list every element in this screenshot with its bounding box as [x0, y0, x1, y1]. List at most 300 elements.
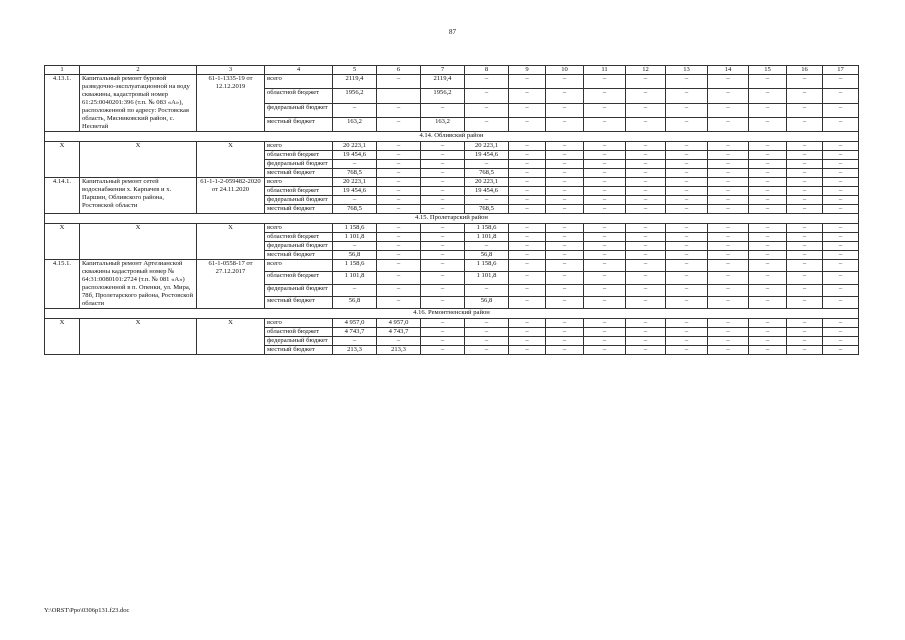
- value-cell: –: [823, 160, 859, 169]
- value-cell: –: [377, 272, 421, 284]
- table-row: [45, 319, 859, 328]
- value-cell: –: [546, 160, 584, 169]
- value-cell: –: [787, 151, 823, 160]
- value-cell: –: [708, 196, 749, 205]
- value-cell: –: [823, 260, 859, 272]
- value-cell: –: [708, 328, 749, 337]
- value-cell: –: [377, 142, 421, 151]
- value-cell: –: [787, 242, 823, 251]
- value-cell: –: [546, 178, 584, 187]
- column-header: 11: [584, 66, 626, 75]
- value-cell: –: [421, 319, 465, 328]
- value-cell: –: [666, 346, 708, 355]
- value-cell: 4 743,7: [333, 328, 377, 337]
- value-cell: –: [708, 178, 749, 187]
- value-cell: –: [421, 160, 465, 169]
- column-header: 4: [265, 66, 333, 75]
- value-cell: –: [823, 151, 859, 160]
- value-cell: –: [509, 187, 546, 196]
- value-cell: 4 957,0: [333, 319, 377, 328]
- section-title: 4.15. Пролетарский район: [45, 214, 859, 224]
- value-cell: –: [666, 89, 708, 103]
- value-cell: –: [749, 103, 787, 117]
- value-cell: –: [421, 284, 465, 296]
- value-cell: –: [509, 284, 546, 296]
- value-cell: –: [509, 233, 546, 242]
- value-cell: –: [666, 75, 708, 89]
- column-header: 2: [80, 66, 197, 75]
- value-cell: –: [421, 178, 465, 187]
- table-body: [45, 66, 859, 355]
- value-cell: –: [823, 272, 859, 284]
- value-cell: –: [465, 103, 509, 117]
- value-cell: –: [421, 260, 465, 272]
- value-cell: –: [749, 224, 787, 233]
- value-cell: –: [666, 196, 708, 205]
- value-cell: –: [708, 160, 749, 169]
- value-cell: –: [749, 89, 787, 103]
- value-cell: –: [626, 233, 666, 242]
- value-cell: –: [787, 103, 823, 117]
- value-cell: –: [333, 242, 377, 251]
- value-cell: –: [787, 205, 823, 214]
- funding-source: всего: [265, 260, 333, 272]
- value-cell: –: [584, 224, 626, 233]
- value-cell: 56,8: [333, 296, 377, 308]
- value-cell: –: [708, 89, 749, 103]
- value-cell: –: [546, 346, 584, 355]
- value-cell: –: [666, 160, 708, 169]
- column-header: 16: [787, 66, 823, 75]
- value-cell: –: [749, 233, 787, 242]
- value-cell: –: [377, 224, 421, 233]
- value-cell: –: [823, 319, 859, 328]
- column-header: 10: [546, 66, 584, 75]
- value-cell: –: [546, 117, 584, 131]
- funding-source: местный бюджет: [265, 251, 333, 260]
- value-cell: –: [787, 142, 823, 151]
- value-cell: –: [708, 242, 749, 251]
- page-number: 87: [449, 28, 456, 36]
- value-cell: –: [708, 205, 749, 214]
- value-cell: –: [787, 178, 823, 187]
- value-cell: –: [787, 260, 823, 272]
- value-cell: –: [377, 337, 421, 346]
- value-cell: –: [377, 160, 421, 169]
- value-cell: –: [584, 89, 626, 103]
- value-cell: –: [584, 328, 626, 337]
- value-cell: –: [626, 346, 666, 355]
- value-cell: –: [509, 337, 546, 346]
- value-cell: –: [377, 260, 421, 272]
- item-name: Капитальный ремонт сетей водоснабжения х. Карпачев и х. Паршин, Обливского района, Ростовской области: [80, 178, 197, 214]
- value-cell: –: [546, 75, 584, 89]
- value-cell: –: [584, 160, 626, 169]
- column-header-row: [45, 66, 859, 75]
- value-cell: 768,5: [465, 205, 509, 214]
- value-cell: –: [787, 196, 823, 205]
- value-cell: –: [626, 296, 666, 308]
- value-cell: 2119,4: [421, 75, 465, 89]
- value-cell: –: [584, 233, 626, 242]
- value-cell: –: [546, 89, 584, 103]
- value-cell: –: [787, 187, 823, 196]
- value-cell: –: [708, 251, 749, 260]
- item-number: 4.15.1.: [45, 260, 80, 309]
- value-cell: –: [421, 337, 465, 346]
- section-row: [45, 132, 859, 142]
- value-cell: –: [749, 205, 787, 214]
- value-cell: [377, 89, 421, 103]
- funding-source: федеральный бюджет: [265, 337, 333, 346]
- column-header: 8: [465, 66, 509, 75]
- value-cell: –: [626, 260, 666, 272]
- value-cell: –: [546, 284, 584, 296]
- value-cell: –: [749, 346, 787, 355]
- value-cell: 1 158,6: [333, 260, 377, 272]
- table-row: [45, 178, 859, 187]
- value-cell: 1956,2: [421, 89, 465, 103]
- column-header: 6: [377, 66, 421, 75]
- value-cell: –: [421, 346, 465, 355]
- column-header: 3: [197, 66, 265, 75]
- value-cell: –: [708, 75, 749, 89]
- value-cell: –: [749, 187, 787, 196]
- value-cell: –: [546, 205, 584, 214]
- funding-source: местный бюджет: [265, 205, 333, 214]
- value-cell: –: [708, 187, 749, 196]
- value-cell: –: [546, 328, 584, 337]
- value-cell: –: [787, 328, 823, 337]
- value-cell: –: [823, 187, 859, 196]
- column-header: 7: [421, 66, 465, 75]
- value-cell: –: [823, 178, 859, 187]
- value-cell: –: [584, 169, 626, 178]
- value-cell: –: [333, 284, 377, 296]
- value-cell: –: [666, 103, 708, 117]
- value-cell: –: [626, 89, 666, 103]
- value-cell: –: [546, 103, 584, 117]
- value-cell: –: [509, 319, 546, 328]
- value-cell: –: [546, 151, 584, 160]
- value-cell: –: [377, 196, 421, 205]
- value-cell: –: [787, 224, 823, 233]
- value-cell: –: [708, 151, 749, 160]
- value-cell: –: [749, 284, 787, 296]
- value-cell: –: [749, 160, 787, 169]
- funding-source: федеральный бюджет: [265, 196, 333, 205]
- value-cell: –: [666, 169, 708, 178]
- value-cell: –: [823, 224, 859, 233]
- value-cell: 213,3: [333, 346, 377, 355]
- funding-source: областной бюджет: [265, 151, 333, 160]
- value-cell: –: [749, 169, 787, 178]
- value-cell: –: [787, 319, 823, 328]
- value-cell: –: [787, 251, 823, 260]
- value-cell: –: [377, 233, 421, 242]
- value-cell: –: [749, 251, 787, 260]
- funding-source: областной бюджет: [265, 328, 333, 337]
- value-cell: –: [626, 319, 666, 328]
- item-name: Капитальный ремонт Артезианской скважины кадастровый номер № 64:31:0080101:2724 (т.п. № 081 «А») расположенной в п. Опенки, ул. Мира, 78б, Пролетарского района, Ростовской области: [80, 260, 197, 309]
- value-cell: 20 223,1: [465, 178, 509, 187]
- value-cell: 2119,4: [333, 75, 377, 89]
- value-cell: –: [749, 151, 787, 160]
- value-cell: –: [421, 196, 465, 205]
- item-name: Капитальный ремонт буровой разведочно-эксплуатационной на воду скважины, кадастровый номер 61:25:0040201:396 (т.п. № 083 «А»), расположенной по адресу: Ростовская область, Мясниковский район, с. Несветай: [80, 75, 197, 132]
- section-title: 4.14. Обливский район: [45, 132, 859, 142]
- value-cell: –: [749, 117, 787, 131]
- value-cell: –: [708, 284, 749, 296]
- value-cell: –: [377, 75, 421, 89]
- column-header: 13: [666, 66, 708, 75]
- value-cell: –: [584, 117, 626, 131]
- value-cell: –: [377, 251, 421, 260]
- value-cell: –: [546, 187, 584, 196]
- value-cell: –: [509, 251, 546, 260]
- value-cell: –: [823, 284, 859, 296]
- value-cell: –: [584, 319, 626, 328]
- item-name: Х: [80, 319, 197, 355]
- value-cell: –: [666, 284, 708, 296]
- funding-source: местный бюджет: [265, 117, 333, 131]
- section-row: [45, 214, 859, 224]
- value-cell: –: [626, 328, 666, 337]
- funding-source: областной бюджет: [265, 89, 333, 103]
- value-cell: 1 101,8: [465, 233, 509, 242]
- value-cell: –: [708, 272, 749, 284]
- value-cell: –: [333, 337, 377, 346]
- value-cell: –: [421, 251, 465, 260]
- funding-source: всего: [265, 75, 333, 89]
- value-cell: –: [509, 205, 546, 214]
- value-cell: –: [584, 151, 626, 160]
- value-cell: –: [626, 251, 666, 260]
- funding-source: всего: [265, 319, 333, 328]
- value-cell: 20 223,1: [333, 178, 377, 187]
- value-cell: –: [509, 160, 546, 169]
- value-cell: –: [823, 337, 859, 346]
- value-cell: 163,2: [333, 117, 377, 131]
- value-cell: –: [823, 75, 859, 89]
- value-cell: –: [749, 75, 787, 89]
- value-cell: –: [708, 103, 749, 117]
- value-cell: –: [421, 151, 465, 160]
- value-cell: –: [787, 75, 823, 89]
- value-cell: –: [377, 103, 421, 117]
- value-cell: –: [666, 337, 708, 346]
- value-cell: –: [787, 169, 823, 178]
- value-cell: 163,2: [421, 117, 465, 131]
- value-cell: 19 454,6: [465, 187, 509, 196]
- value-cell: –: [377, 151, 421, 160]
- value-cell: –: [421, 169, 465, 178]
- funding-source: областной бюджет: [265, 272, 333, 284]
- item-document: 61-1-1-2-059482-2020 от 24.11.2020: [197, 178, 265, 214]
- value-cell: –: [584, 103, 626, 117]
- value-cell: –: [626, 151, 666, 160]
- value-cell: –: [787, 89, 823, 103]
- value-cell: –: [749, 242, 787, 251]
- value-cell: –: [546, 272, 584, 284]
- value-cell: 1 101,8: [465, 272, 509, 284]
- value-cell: –: [708, 142, 749, 151]
- value-cell: –: [509, 169, 546, 178]
- value-cell: 1 158,6: [465, 224, 509, 233]
- value-cell: –: [749, 296, 787, 308]
- value-cell: 56,8: [465, 251, 509, 260]
- value-cell: 19 454,6: [333, 151, 377, 160]
- value-cell: –: [509, 346, 546, 355]
- funding-source: федеральный бюджет: [265, 242, 333, 251]
- funding-source: местный бюджет: [265, 346, 333, 355]
- value-cell: –: [626, 103, 666, 117]
- funding-source: областной бюджет: [265, 233, 333, 242]
- value-cell: –: [626, 337, 666, 346]
- value-cell: –: [509, 75, 546, 89]
- value-cell: –: [708, 346, 749, 355]
- budget-table: [44, 65, 859, 355]
- value-cell: 1 158,6: [333, 224, 377, 233]
- value-cell: 20 223,1: [465, 142, 509, 151]
- value-cell: –: [465, 319, 509, 328]
- value-cell: –: [546, 242, 584, 251]
- value-cell: –: [465, 160, 509, 169]
- value-cell: –: [749, 178, 787, 187]
- value-cell: –: [509, 242, 546, 251]
- funding-source: областной бюджет: [265, 187, 333, 196]
- item-name: Х: [80, 142, 197, 178]
- value-cell: –: [823, 251, 859, 260]
- value-cell: 1 101,8: [333, 233, 377, 242]
- value-cell: –: [708, 260, 749, 272]
- value-cell: –: [509, 272, 546, 284]
- value-cell: –: [666, 260, 708, 272]
- value-cell: –: [626, 75, 666, 89]
- value-cell: –: [666, 242, 708, 251]
- value-cell: –: [823, 346, 859, 355]
- value-cell: –: [465, 196, 509, 205]
- value-cell: –: [584, 260, 626, 272]
- value-cell: –: [509, 224, 546, 233]
- value-cell: –: [708, 224, 749, 233]
- value-cell: 20 223,1: [333, 142, 377, 151]
- column-header: 1: [45, 66, 80, 75]
- item-number: Х: [45, 142, 80, 178]
- value-cell: –: [626, 242, 666, 251]
- value-cell: –: [787, 296, 823, 308]
- value-cell: –: [823, 142, 859, 151]
- value-cell: –: [626, 284, 666, 296]
- value-cell: 19 454,6: [333, 187, 377, 196]
- value-cell: –: [666, 205, 708, 214]
- value-cell: 768,5: [333, 169, 377, 178]
- value-cell: –: [546, 260, 584, 272]
- value-cell: –: [749, 319, 787, 328]
- value-cell: –: [626, 117, 666, 131]
- value-cell: –: [421, 187, 465, 196]
- value-cell: –: [626, 142, 666, 151]
- value-cell: –: [584, 205, 626, 214]
- section-title: 4.16. Ремонтненский район: [45, 309, 859, 319]
- value-cell: –: [666, 251, 708, 260]
- value-cell: 19 454,6: [465, 151, 509, 160]
- value-cell: –: [823, 117, 859, 131]
- value-cell: –: [546, 224, 584, 233]
- value-cell: –: [509, 117, 546, 131]
- value-cell: –: [465, 89, 509, 103]
- value-cell: –: [584, 296, 626, 308]
- value-cell: 768,5: [465, 169, 509, 178]
- value-cell: –: [509, 196, 546, 205]
- value-cell: –: [377, 169, 421, 178]
- value-cell: –: [421, 224, 465, 233]
- value-cell: –: [626, 196, 666, 205]
- value-cell: –: [666, 272, 708, 284]
- funding-source: федеральный бюджет: [265, 103, 333, 117]
- table-row: [45, 260, 859, 272]
- value-cell: –: [823, 233, 859, 242]
- value-cell: –: [546, 319, 584, 328]
- value-cell: –: [708, 233, 749, 242]
- funding-source: местный бюджет: [265, 296, 333, 308]
- value-cell: 213,3: [377, 346, 421, 355]
- value-cell: –: [666, 178, 708, 187]
- value-cell: –: [465, 117, 509, 131]
- value-cell: –: [377, 187, 421, 196]
- value-cell: –: [666, 151, 708, 160]
- value-cell: –: [749, 260, 787, 272]
- value-cell: –: [333, 160, 377, 169]
- value-cell: –: [666, 224, 708, 233]
- value-cell: –: [377, 178, 421, 187]
- item-number: 4.14.1.: [45, 178, 80, 214]
- column-header: 14: [708, 66, 749, 75]
- value-cell: –: [509, 178, 546, 187]
- value-cell: –: [546, 233, 584, 242]
- value-cell: –: [546, 296, 584, 308]
- section-row: [45, 309, 859, 319]
- value-cell: –: [465, 242, 509, 251]
- value-cell: –: [787, 284, 823, 296]
- value-cell: –: [666, 328, 708, 337]
- value-cell: –: [666, 142, 708, 151]
- value-cell: –: [708, 117, 749, 131]
- funding-source: всего: [265, 142, 333, 151]
- value-cell: –: [823, 196, 859, 205]
- value-cell: –: [823, 205, 859, 214]
- value-cell: –: [421, 328, 465, 337]
- value-cell: –: [666, 233, 708, 242]
- value-cell: –: [465, 284, 509, 296]
- value-cell: 1956,2: [333, 89, 377, 103]
- file-path-footer: Y:\ORST\Ppo\0306p131.f23.doc: [44, 607, 130, 614]
- value-cell: –: [787, 160, 823, 169]
- value-cell: 1 101,8: [333, 272, 377, 284]
- value-cell: –: [584, 251, 626, 260]
- table-row: [45, 142, 859, 151]
- value-cell: –: [377, 117, 421, 131]
- value-cell: –: [823, 242, 859, 251]
- column-header: 9: [509, 66, 546, 75]
- funding-source: федеральный бюджет: [265, 160, 333, 169]
- value-cell: –: [509, 89, 546, 103]
- value-cell: –: [377, 205, 421, 214]
- value-cell: –: [787, 272, 823, 284]
- value-cell: 1 158,6: [465, 260, 509, 272]
- funding-source: всего: [265, 178, 333, 187]
- funding-source: всего: [265, 224, 333, 233]
